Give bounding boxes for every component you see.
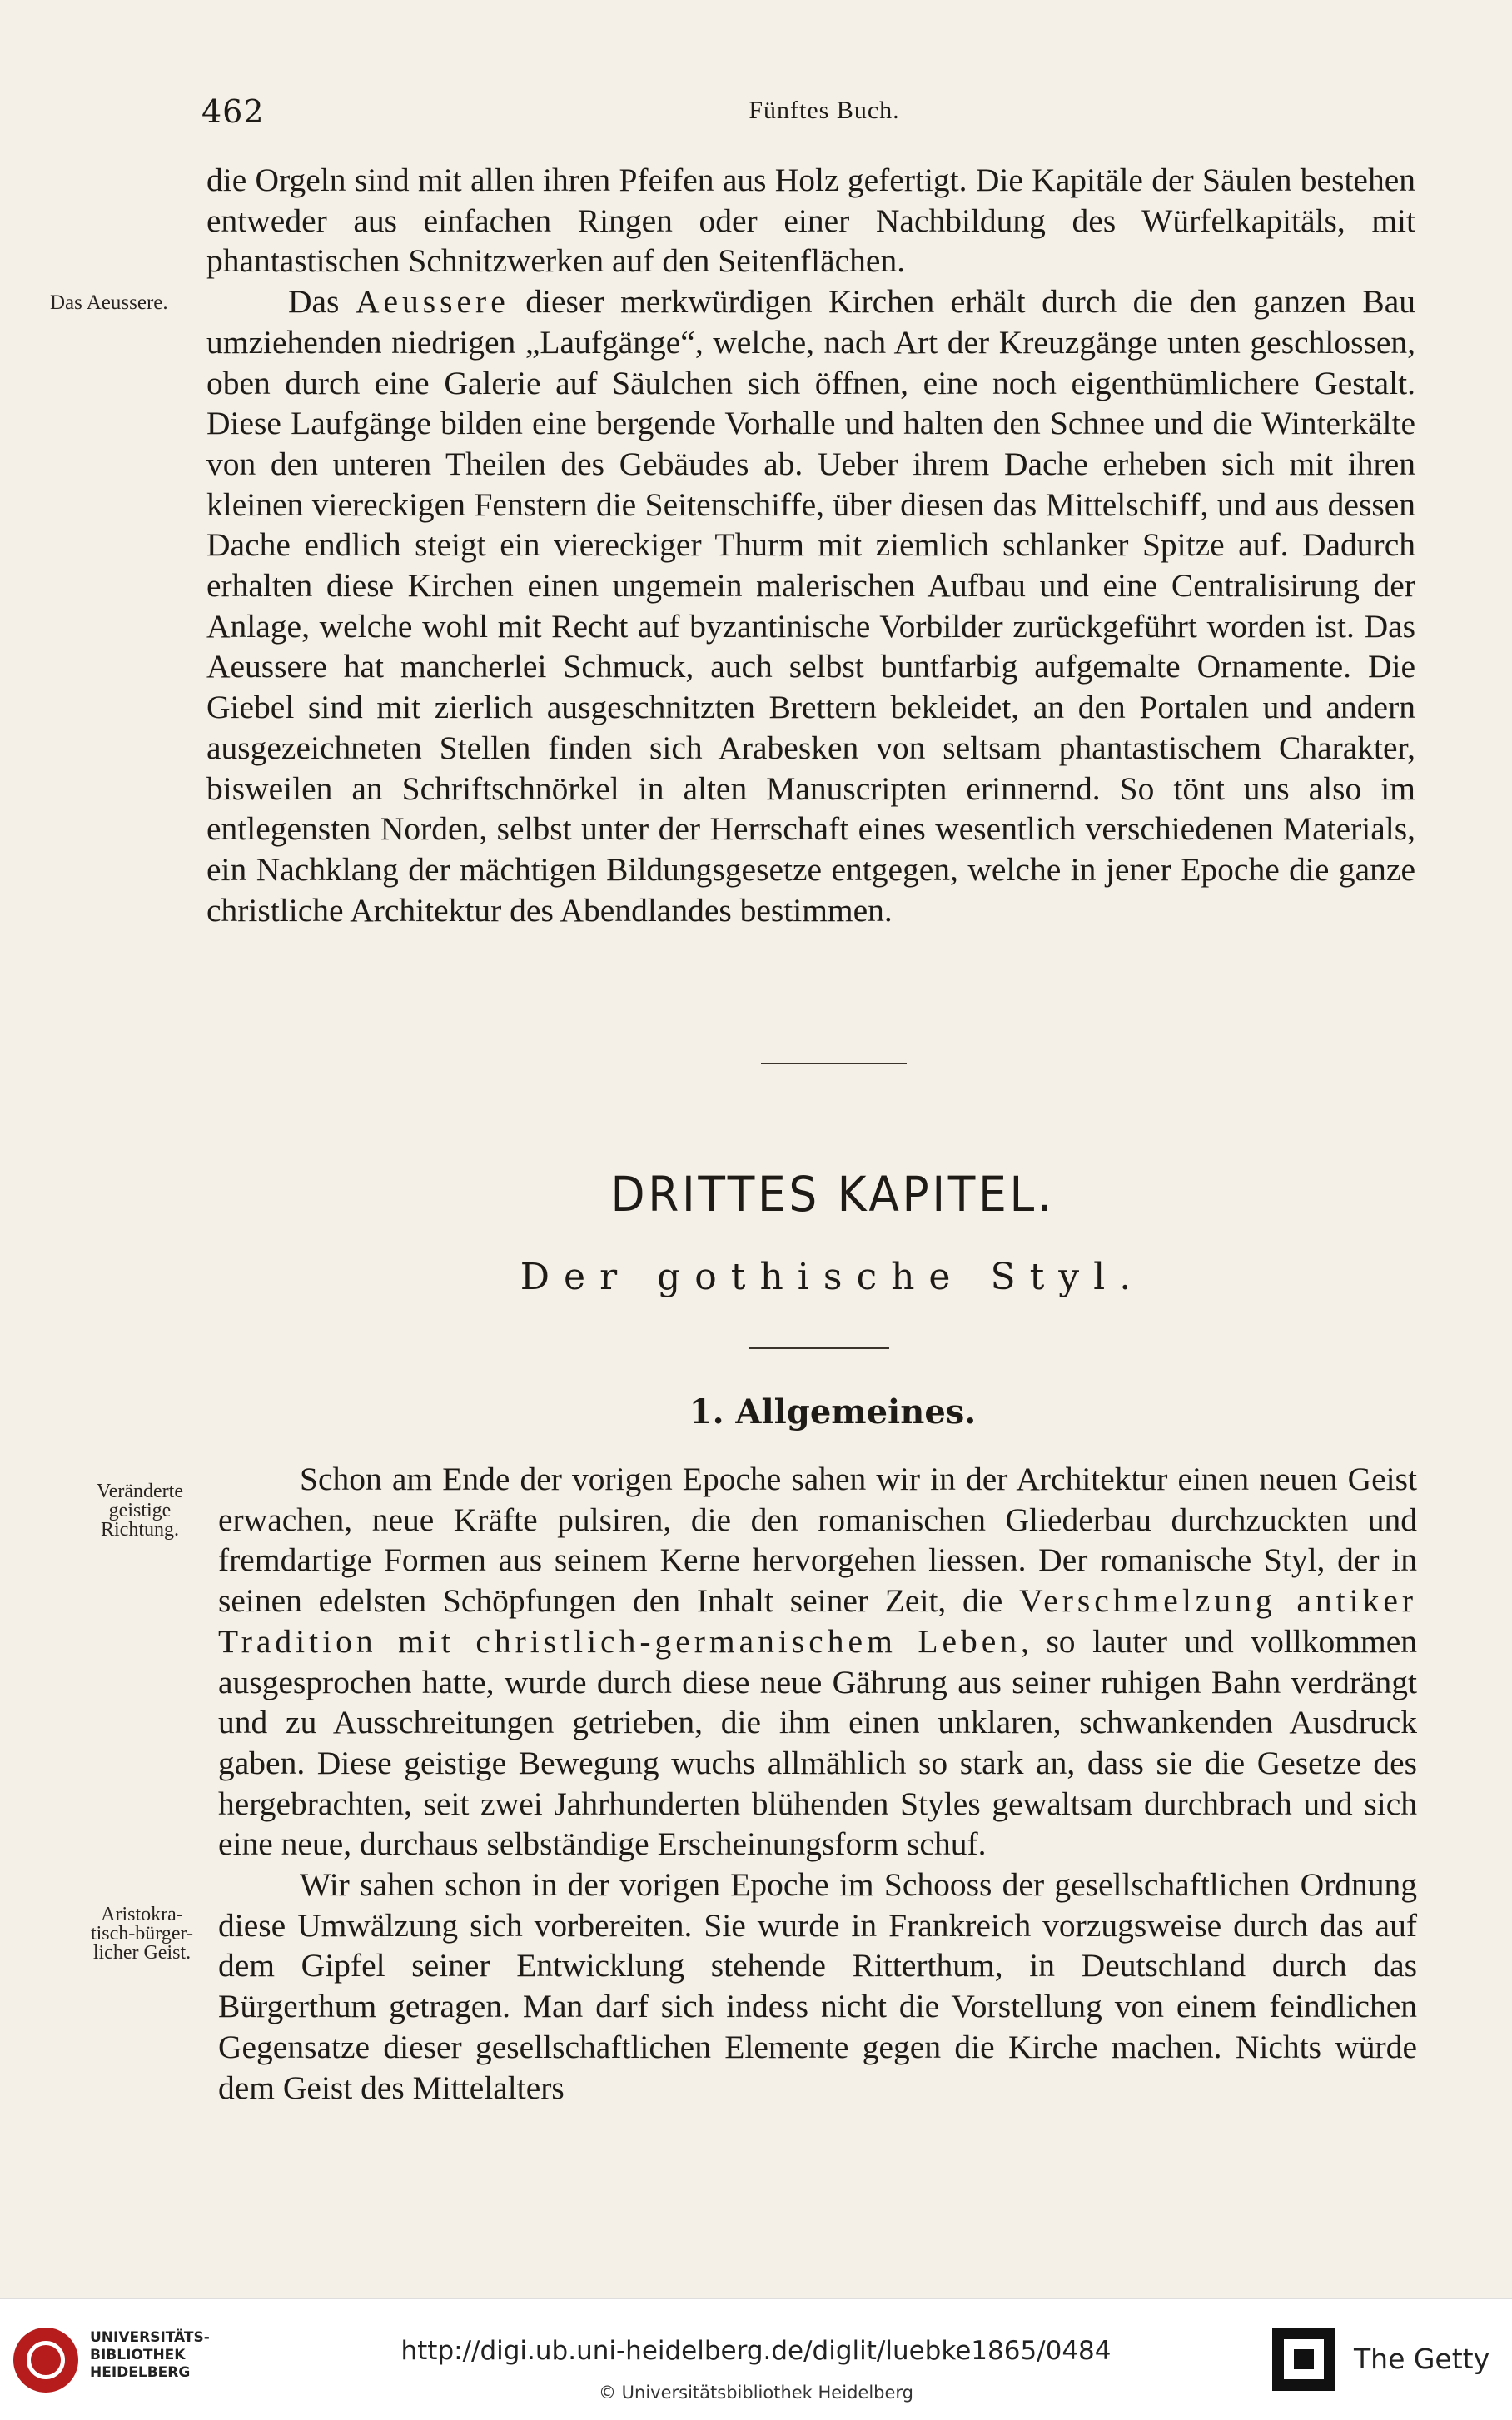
paragraph-1: die Orgeln sind mit allen ihren Pfeifen aus Holz gefertigt. Die Kapitäle der Säulen bestehen entweder aus einfachen Ringen oder einer Nachbildung des Würfelkapitäls, mit phantastischen Schnitzwerken auf den Seitenflächen. [206, 162, 1415, 280]
partner-name: The Getty [1354, 2343, 1490, 2375]
emphasis-spaced: Verschmelzung antiker Tradition mit christlich-germanischem Leben [218, 1582, 1418, 1660]
getty-logo-icon [1272, 2328, 1335, 2391]
paragraph-4: Wir sahen schon in der vorigen Epoche im Schooss der gesellschaftlichen Ordnung diese Umwälzung sich vorbereiten. Sie wurde in Frankreich vorzugsweise durch das auf dem Gipfel seiner Entwicklung stehende Ritterthum, in Deutschland durch das Bürgerthum getragen. Man darf sich indess nicht die Vorstellung von einem feindlichen Gegensatze dieser gesellschaftlichen Elemente gegen die Kirche machen. Nichts würde dem Geist des Mittelalters [218, 1866, 1417, 2106]
margin-note-line: Richtung. [101, 1519, 179, 1541]
paragraph-lead: Das [288, 283, 356, 321]
margin-note-line: licher Geist. [92, 1942, 191, 1964]
copyright-notice: © Universitätsbibliothek Heidelberg [598, 2383, 913, 2403]
library-logo-line: BIBLIOTHEK [90, 2347, 186, 2363]
margin-note-line: tisch-bürger- [90, 1923, 194, 1944]
margin-note-aeussere: Das Aeussere. [50, 291, 168, 314]
body-text-section-2 [218, 1459, 1417, 2108]
margin-note-line: Veränderte [97, 1481, 183, 1502]
paragraph-body: , so lauter und vollkommen ausgesprochen hatte, wurde durch diese neue Gährung aus seiner ruhigen Bahn verdrängt und zu Ausschreitungen getrieben, die ihm einen unklaren, schwankenden Ausdruck gaben. Diese geistige Bewegung wuchs allmählich so stark an, dass sie die Gesetze des hergebrachten, seit zwei Jahrhunderten blühenden Styles gewaltsam durchbrach und sich eine neue, durchaus selbständige Erscheinungsform schuf. [218, 1622, 1417, 1863]
margin-note-line: Aristokra- [101, 1904, 183, 1925]
permalink-url[interactable]: http://digi.ub.uni-heidelberg.de/diglit/luebke1865/0484 [400, 2336, 1112, 2366]
chapter-subtitle: Der gothische Styl. [520, 1256, 1146, 1298]
margin-note-aristokratisch [65, 1905, 219, 1963]
library-logo-line: HEIDELBERG [90, 2364, 191, 2381]
section-heading: 1. Allgemeines. [689, 1392, 977, 1432]
margin-note-veraenderte-richtung [65, 1482, 215, 1540]
running-title: Fünftes Buch. [749, 97, 900, 124]
getty-logo[interactable] [1272, 2328, 1505, 2403]
paragraph-body: dieser merkwürdigen Kirchen erhält durch die den ganzen Bau umziehenden niedrigen „Laufgänge“, welche, nach Art der Kreuzgänge unten geschlossen, oben durch eine Galerie auf Säulchen sich öffnen, eine noch eigenthümlichere Gestalt. Diese Laufgänge bilden eine bergende Vorhalle und halten den Schnee und die Winterkälte von den unteren Theilen des Gebäudes ab. Ueber ihrem Dache erheben sich mit ihren kleinen viereckigen Fenstern die Seitenschiffe, über diesen das Mittelschiff, und aus dessen Dache endlich steigt ein viereckiger Thurm mit ziemlich schlanker Spitze auf. Dadurch erhalten diese Kirchen einen ungemein malerischen Aufbau und eine Centralisirung der Anlage, welche wohl mit Recht auf byzantinische Vorbilder zurückgeführt worden ist. Das Aeussere hat mancherlei Schmuck, auch selbst buntfarbig aufgemalte Ornamente. Die Giebel sind mit zierlich ausgeschnitzten Brettern bekleidet, an den Portalen und andern ausgezeichneten Stellen finden sich Arabesken von seltsam phantastischem Charakter, bisweilen an Schriftschnörkel in alten Manuscripten erinnernd. So tönt uns also im entlegensten Norden, selbst unter der Herrschaft eines wesentlich verschiedenen Materials, ein Nachklang der mächtigen Bildungsgesetze entgegen, welche in jener Epoche die ganze christliche Architektur des Abendlandes bestimmen. [206, 283, 1415, 929]
margin-note-line: geistige [108, 1500, 172, 1521]
chapter-title: DRITTES KAPITEL. [610, 1166, 1055, 1222]
divider-rule [749, 1347, 889, 1349]
page-number: 462 [201, 93, 265, 130]
viewer-footer [0, 2298, 1512, 2420]
paragraph-3 [218, 1459, 1417, 1865]
library-logo-line: UNIVERSITÄTS- [90, 2329, 210, 2346]
emphasis-spaced: Aeussere [355, 283, 510, 321]
paragraph-2 [206, 281, 1415, 930]
body-text-section-1 [206, 160, 1415, 930]
divider-rule [761, 1063, 907, 1064]
paragraph-body: Schon am Ende der vorigen Epoche sahen wir in der Architektur einen neuen Geist erwachen, neue Kräfte pulsiren, die den romanischen Gliederbau durchzuckten und fremdartige Formen aus seinem Kerne hervorgehen liessen. Der romanische Styl, der in seinen edelsten Schöpfungen den Inhalt seiner Zeit, die [218, 1461, 1417, 1620]
